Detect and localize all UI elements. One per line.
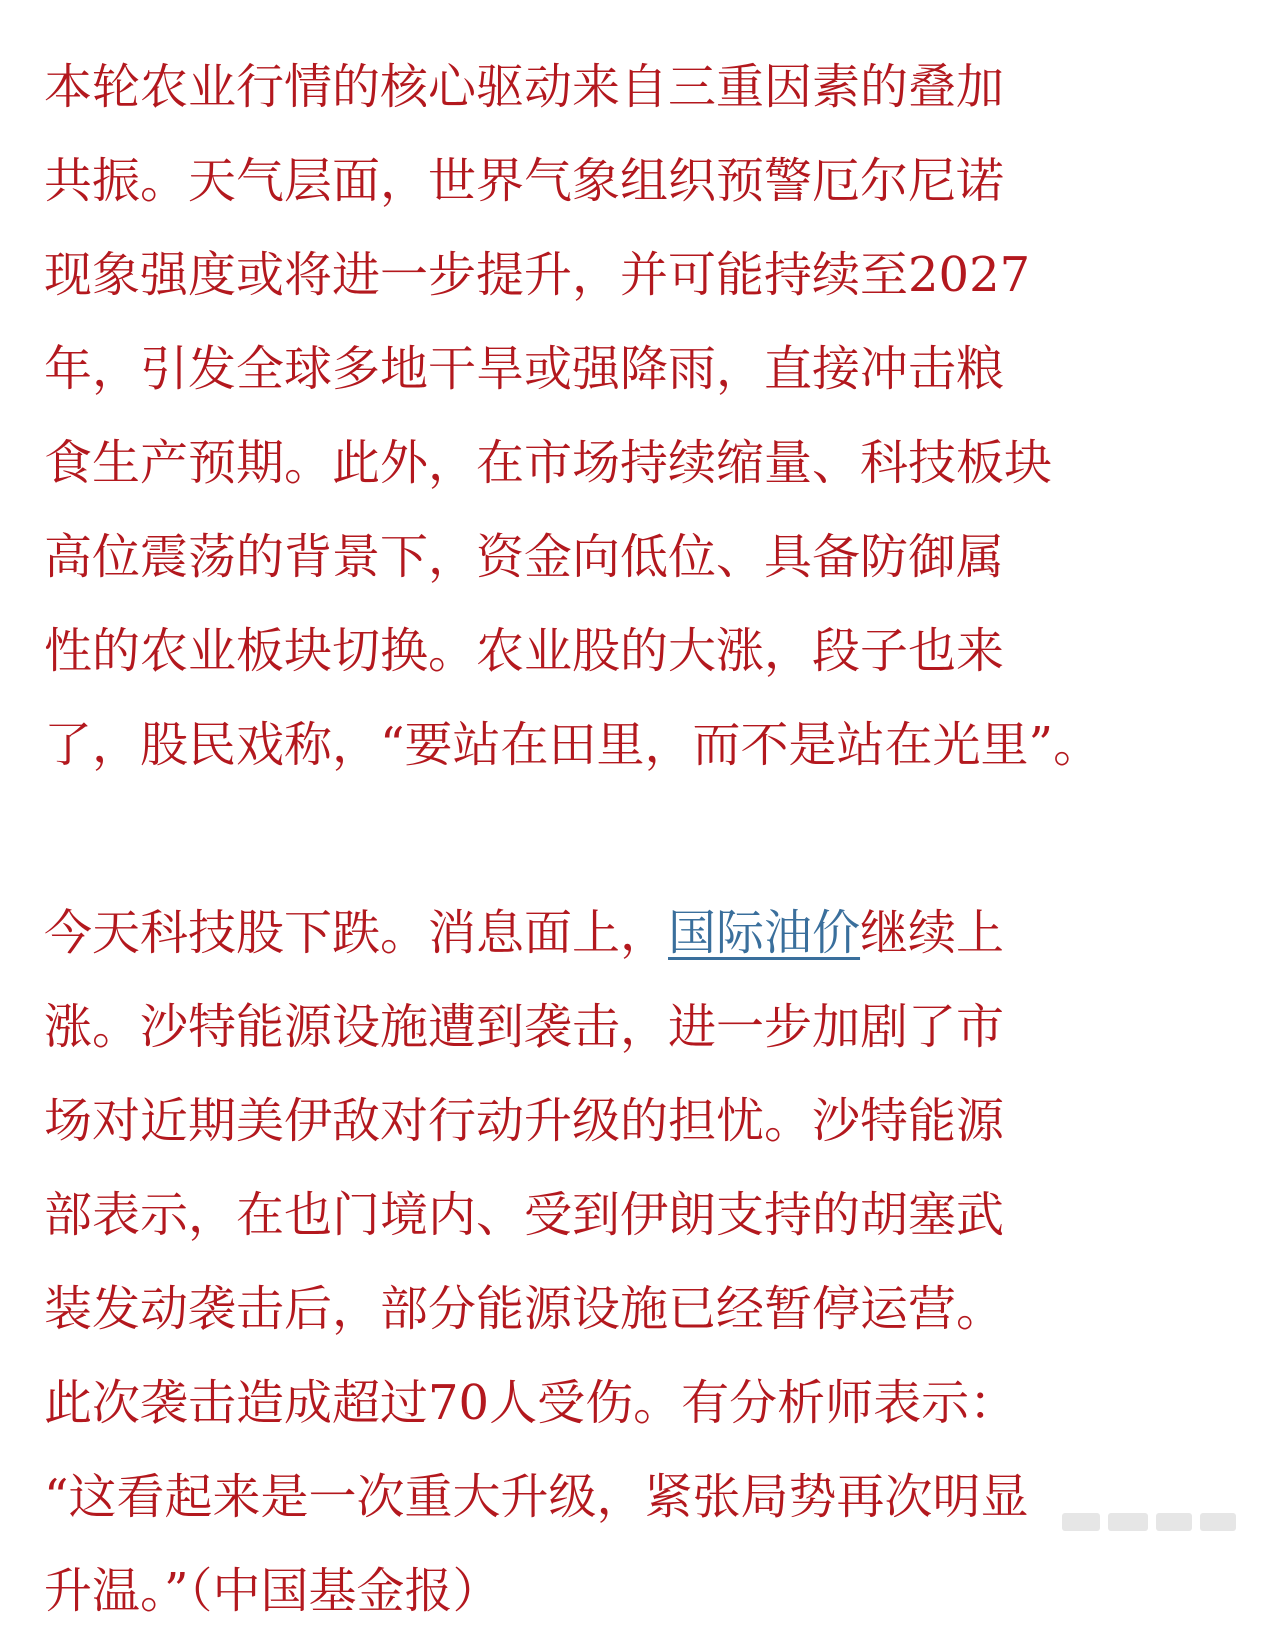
article-body: [44, 40, 1229, 1638]
oil-price-link[interactable]: 国际油价: [668, 905, 861, 961]
text-line: 场对近期美伊敌对行动升级的担忧。沙特能源: [44, 1093, 1005, 1149]
text-line: 高位震荡的背景下，资金向低位、具备防御属: [44, 529, 1005, 585]
paragraph-tech-stocks: [44, 886, 1229, 1638]
text-line: 共振。天气层面，世界气象组织预警厄尔尼诺: [44, 153, 1005, 209]
text-line: “这看起来是一次重大升级，紧张局势再次明显: [44, 1469, 1029, 1525]
watermark-mark: [1200, 1513, 1236, 1531]
text-line: 年，引发全球多地干旱或强降雨，直接冲击粮: [44, 341, 1005, 397]
text-line: 涨。沙特能源设施遭到袭击，进一步加剧了市: [44, 999, 1005, 1055]
watermark-mark: [1062, 1513, 1100, 1531]
text-line: 部表示，在也门境内、受到伊朗支持的胡塞武: [44, 1187, 1005, 1243]
watermark-mark: [1156, 1513, 1192, 1531]
text-line: 本轮农业行情的核心驱动来自三重因素的叠加: [44, 59, 1005, 115]
text-segment: 今天科技股下跌。消息面上，: [44, 905, 669, 961]
text-line: 食生产预期。此外，在市场持续缩量、科技板块: [44, 435, 1053, 491]
watermark-logo: [1054, 1504, 1244, 1540]
text-line: 升温。”（中国基金报）: [44, 1563, 501, 1619]
text-line: 此次袭击造成超过70人受伤。有分析师表示：: [44, 1375, 1018, 1431]
text-segment: 继续上: [860, 905, 1005, 961]
text-line: 性的农业板块切换。农业股的大涨，段子也来: [44, 623, 1005, 679]
watermark-mark: [1108, 1513, 1148, 1531]
text-line-with-link: [44, 886, 1229, 980]
text-line: 了，股民戏称，“要站在田里，而不是站在光里”。: [44, 717, 1102, 773]
text-line: 现象强度或将进一步提升，并可能持续至2027: [44, 247, 1031, 303]
paragraph-agriculture: [44, 40, 1229, 792]
text-line: 装发动袭击后，部分能源设施已经暂停运营。: [44, 1281, 1005, 1337]
paragraph-gap: [44, 792, 1229, 886]
